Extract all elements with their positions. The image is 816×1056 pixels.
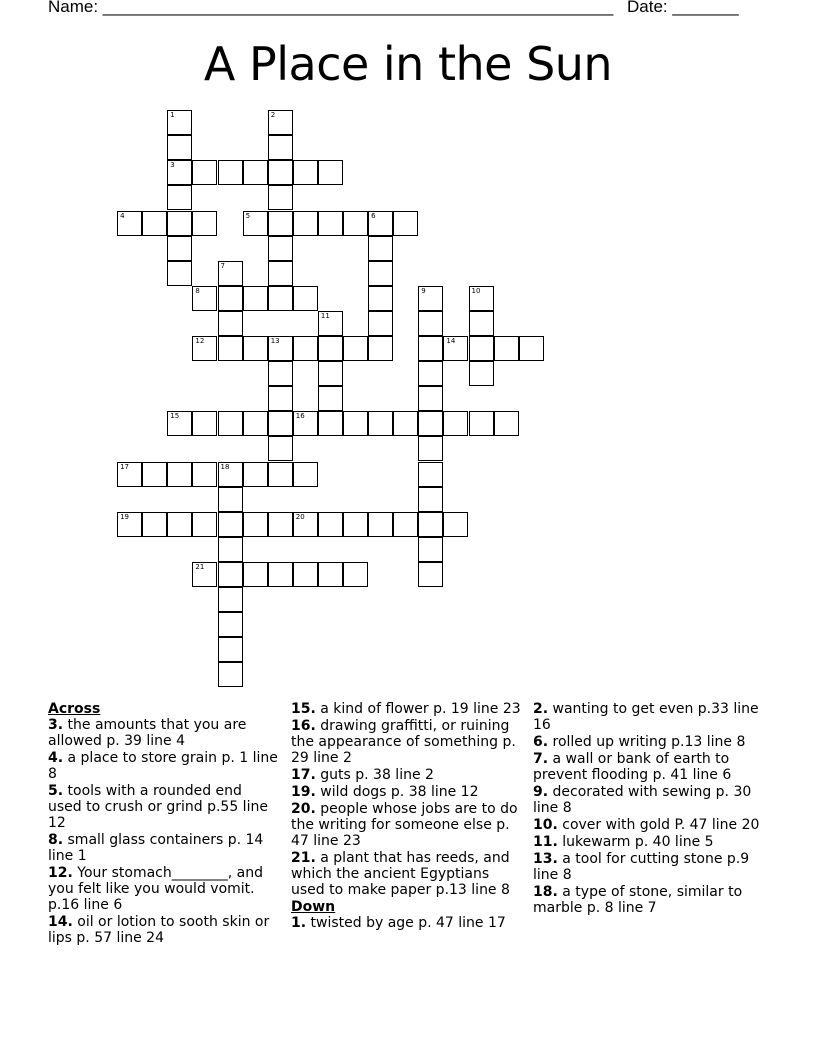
grid-cell[interactable] (268, 462, 293, 487)
grid-cell[interactable] (167, 512, 192, 537)
grid-cell[interactable] (343, 512, 368, 537)
clue-number: 19 (120, 512, 130, 521)
clue-item-text: lukewarm p. 40 line 5 (557, 834, 714, 850)
grid-cell[interactable] (343, 411, 368, 436)
clue-item-number: 10. (533, 817, 558, 833)
clue-number: 8 (195, 286, 200, 295)
grid-cell[interactable] (318, 311, 343, 336)
grid-cell[interactable] (268, 236, 293, 261)
grid-cell[interactable] (343, 211, 368, 236)
clue-item-number: 16. (291, 718, 316, 734)
clue-item-number: 9. (533, 784, 549, 800)
grid-cell[interactable] (243, 462, 268, 487)
clue-item (533, 734, 765, 750)
clue-item-number: 17. (291, 767, 316, 783)
grid-cell[interactable] (418, 386, 443, 411)
grid-cell[interactable] (418, 436, 443, 461)
grid-cell[interactable] (368, 512, 393, 537)
grid-cell[interactable] (192, 211, 217, 236)
grid-cell[interactable] (243, 336, 268, 361)
clues-column-2 (291, 701, 521, 932)
clue-item-text: a wall or bank of earth to prevent flooding p. 41 line 6 (533, 751, 732, 783)
clue-number: 20 (295, 512, 305, 521)
grid-cell[interactable] (167, 135, 192, 160)
grid-cell[interactable] (293, 462, 318, 487)
clue-item-number: 5. (48, 783, 64, 799)
clue-item (291, 801, 521, 849)
grid-cell[interactable] (293, 211, 318, 236)
grid-cell[interactable] (318, 336, 343, 361)
clue-item-number: 7. (533, 751, 549, 767)
grid-cell[interactable] (167, 462, 192, 487)
name-line: ______________________________________________________ (102, 0, 614, 16)
grid-cell[interactable] (268, 386, 293, 411)
clue-item (533, 701, 765, 733)
grid-cell[interactable] (469, 311, 494, 336)
grid-cell[interactable] (343, 336, 368, 361)
grid-cell[interactable] (218, 311, 243, 336)
grid-cell[interactable] (218, 336, 243, 361)
clue-item (291, 767, 521, 783)
clue-item-text: small glass containers p. 14 line 1 (48, 832, 264, 864)
grid-cell[interactable] (418, 311, 443, 336)
clue-item-number: 20. (291, 801, 316, 817)
clue-item (48, 865, 280, 913)
clue-item (533, 751, 765, 783)
clue-item (533, 817, 765, 833)
grid-cell[interactable] (268, 185, 293, 210)
grid-cell[interactable] (418, 361, 443, 386)
clue-item-text: a place to store grain p. 1 line 8 (48, 750, 278, 782)
clue-number: 12 (195, 337, 205, 345)
clue-number: 18 (220, 462, 230, 471)
grid-cell[interactable] (268, 512, 293, 537)
grid-cell[interactable] (218, 160, 243, 185)
clue-number: 4 (120, 211, 125, 220)
across-clue-list (48, 717, 280, 946)
grid-cell[interactable] (243, 160, 268, 185)
grid-cell[interactable] (243, 211, 268, 236)
grid-cell[interactable] (167, 211, 192, 236)
clue-item-text: wanting to get even p.33 line 16 (533, 701, 759, 733)
grid-cell[interactable] (393, 411, 418, 436)
grid-cell[interactable] (318, 211, 343, 236)
grid-cell[interactable] (393, 211, 418, 236)
grid-cell[interactable] (418, 286, 443, 311)
grid-cell[interactable] (218, 487, 243, 512)
clues-column-1 (48, 701, 280, 947)
grid-cell[interactable] (443, 411, 468, 436)
clue-item-number: 15. (291, 701, 316, 717)
clue-item-number: 11. (533, 834, 558, 850)
clue-item-number: 4. (48, 750, 64, 766)
grid-cell[interactable] (494, 336, 519, 361)
across-heading: Across (48, 701, 101, 717)
grid-cell[interactable] (469, 361, 494, 386)
grid-cell[interactable] (142, 211, 167, 236)
grid-cell[interactable] (167, 160, 192, 185)
down-heading: Down (291, 899, 336, 915)
grid-cell[interactable] (192, 336, 217, 361)
grid-cell[interactable] (418, 537, 443, 562)
grid-cell[interactable] (167, 261, 192, 286)
clue-item-text: rolled up writing p.13 line 8 (548, 734, 746, 750)
grid-cell[interactable] (368, 211, 393, 236)
clue-number: 3 (170, 161, 175, 170)
clue-item-text: guts p. 38 line 2 (315, 767, 434, 783)
clue-item-text: Your stomach________, and you felt like you would vomit. p.16 line 6 (48, 865, 263, 913)
grid-cell[interactable] (368, 261, 393, 286)
clue-item (533, 834, 765, 850)
clue-number: 16 (295, 412, 305, 421)
grid-cell[interactable] (443, 336, 468, 361)
down-clue-list (291, 915, 521, 931)
clue-number: 15 (170, 412, 180, 421)
grid-cell[interactable] (142, 462, 167, 487)
clue-item-text: twisted by age p. 47 line 17 (306, 915, 506, 931)
grid-cell[interactable] (268, 160, 293, 185)
date-line: _______ (672, 0, 739, 16)
grid-cell[interactable] (218, 261, 243, 286)
grid-cell[interactable] (293, 336, 318, 361)
clue-item-number: 18. (533, 884, 558, 900)
grid-cell[interactable] (293, 512, 318, 537)
grid-cell[interactable] (268, 135, 293, 160)
clues-column-3 (533, 701, 765, 917)
clue-item-text: oil or lotion to sooth skin or lips p. 57 line 24 (48, 914, 270, 946)
grid-cell[interactable] (218, 462, 243, 487)
grid-cell[interactable] (393, 512, 418, 537)
clue-item-text: drawing graffitti, or ruining the appearance of something p. 29 line 2 (291, 718, 516, 766)
grid-cell[interactable] (192, 286, 217, 311)
grid-cell[interactable] (418, 411, 443, 436)
grid-cell[interactable] (218, 587, 243, 612)
grid-cell[interactable] (368, 411, 393, 436)
grid-cell[interactable] (469, 286, 494, 311)
grid-cell[interactable] (318, 361, 343, 386)
grid-cell[interactable] (418, 562, 443, 587)
grid-cell[interactable] (293, 411, 318, 436)
grid-cell[interactable] (218, 286, 243, 311)
grid-cell[interactable] (192, 512, 217, 537)
grid-cell[interactable] (268, 411, 293, 436)
grid-cell[interactable] (293, 562, 318, 587)
clue-item-text: tools with a rounded end used to crush or grind p.55 line 12 (48, 783, 268, 831)
clue-item-text: a plant that has reeds, and which the ancient Egyptians used to make paper p.13 line 8 (291, 850, 510, 898)
clue-item-number: 21. (291, 850, 316, 866)
grid-cell[interactable] (494, 411, 519, 436)
grid-cell[interactable] (117, 462, 142, 487)
grid-cell[interactable] (318, 562, 343, 587)
grid-cell[interactable] (268, 110, 293, 135)
clue-item-text: wild dogs p. 38 line 12 (315, 784, 479, 800)
clue-number: 11 (320, 311, 330, 320)
grid-cell[interactable] (243, 512, 268, 537)
grid-cell[interactable] (418, 462, 443, 487)
clue-item-text: decorated with sewing p. 30 line 8 (533, 784, 752, 816)
grid-cell[interactable] (469, 411, 494, 436)
grid-cell[interactable] (243, 286, 268, 311)
clue-item-number: 12. (48, 865, 73, 881)
clue-item-number: 8. (48, 832, 64, 848)
grid-cell[interactable] (368, 236, 393, 261)
grid-cell[interactable] (192, 562, 217, 587)
grid-cell[interactable] (293, 286, 318, 311)
clue-item (291, 784, 521, 800)
grid-cell[interactable] (268, 361, 293, 386)
grid-cell[interactable] (192, 411, 217, 436)
grid-cell[interactable] (519, 336, 544, 361)
clue-item-number: 1. (291, 915, 307, 931)
clue-item (48, 914, 280, 946)
grid-cell[interactable] (318, 160, 343, 185)
down-clue-list-continued (533, 701, 765, 916)
clue-number: 6 (371, 211, 376, 220)
grid-cell[interactable] (418, 512, 443, 537)
clue-number: 13 (270, 337, 280, 345)
clue-number: 21 (195, 562, 205, 571)
clue-item-number: 19. (291, 784, 316, 800)
clue-item-text: a type of stone, similar to marble p. 8 line 7 (533, 884, 743, 916)
clue-item (48, 832, 280, 864)
clue-item-number: 14. (48, 914, 73, 930)
grid-cell[interactable] (268, 336, 293, 361)
grid-cell[interactable] (318, 512, 343, 537)
name-label: Name: (48, 0, 103, 16)
clue-item-number: 6. (533, 734, 549, 750)
clue-item-text: people whose jobs are to do the writing for someone else p. 47 line 23 (291, 801, 518, 849)
grid-cell[interactable] (142, 512, 167, 537)
grid-cell[interactable] (343, 562, 368, 587)
date-label: Date: (627, 0, 673, 16)
clue-item-number: 2. (533, 701, 549, 717)
grid-cell[interactable] (368, 336, 393, 361)
clue-item (291, 718, 521, 766)
clue-item (533, 851, 765, 883)
grid-cell[interactable] (268, 562, 293, 587)
clue-number: 17 (120, 462, 130, 471)
grid-cell[interactable] (218, 411, 243, 436)
grid-cell[interactable] (268, 286, 293, 311)
grid-cell[interactable] (469, 336, 494, 361)
grid-cell[interactable] (218, 537, 243, 562)
grid-cell[interactable] (192, 160, 217, 185)
grid-cell[interactable] (268, 261, 293, 286)
grid-cell[interactable] (243, 411, 268, 436)
grid-cell[interactable] (318, 386, 343, 411)
across-clue-list-continued (291, 701, 521, 898)
clue-item-number: 13. (533, 851, 558, 867)
grid-cell[interactable] (192, 462, 217, 487)
clue-item (291, 915, 521, 931)
clue-item-text: a tool for cutting stone p.9 line 8 (533, 851, 750, 883)
clue-item (48, 783, 280, 831)
grid-cell[interactable] (167, 185, 192, 210)
clue-number: 14 (446, 337, 456, 345)
grid-cell[interactable] (167, 236, 192, 261)
grid-cell[interactable] (293, 160, 318, 185)
clue-item (291, 701, 521, 717)
clue-item-text: a kind of flower p. 19 line 23 (315, 701, 521, 717)
clue-number: 9 (421, 286, 426, 295)
page-title: A Place in the Sun (203, 37, 613, 91)
grid-cell[interactable] (368, 311, 393, 336)
grid-cell[interactable] (418, 487, 443, 512)
clue-number: 2 (270, 111, 276, 120)
grid-cell[interactable] (218, 512, 243, 537)
grid-cell[interactable] (218, 637, 243, 662)
clue-item (533, 784, 765, 816)
clue-item-number: 3. (48, 717, 64, 733)
grid-cell[interactable] (218, 612, 243, 637)
clue-item-text: the amounts that you are allowed p. 39 line 4 (48, 717, 247, 749)
grid-cell[interactable] (117, 211, 142, 236)
grid-cell[interactable] (117, 512, 142, 537)
grid-cell[interactable] (443, 512, 468, 537)
grid-cell[interactable] (418, 336, 443, 361)
grid-cell[interactable] (167, 110, 192, 135)
grid-cell[interactable] (318, 411, 343, 436)
clue-number: 1 (170, 111, 175, 120)
grid-cell[interactable] (268, 436, 293, 461)
grid-cell[interactable] (167, 411, 192, 436)
grid-cell[interactable] (368, 286, 393, 311)
grid-cell[interactable] (218, 562, 243, 587)
clue-item (291, 850, 521, 898)
grid-cell[interactable] (268, 211, 293, 236)
grid-cell[interactable] (218, 662, 243, 687)
clue-item (48, 750, 280, 782)
clue-number: 5 (245, 211, 251, 220)
clue-number: 7 (220, 261, 225, 270)
clue-item-text: cover with gold P. 47 line 20 (557, 817, 760, 833)
clue-item (48, 717, 280, 749)
grid-cell[interactable] (243, 562, 268, 587)
clue-item (533, 884, 765, 916)
clue-number: 10 (471, 286, 481, 295)
